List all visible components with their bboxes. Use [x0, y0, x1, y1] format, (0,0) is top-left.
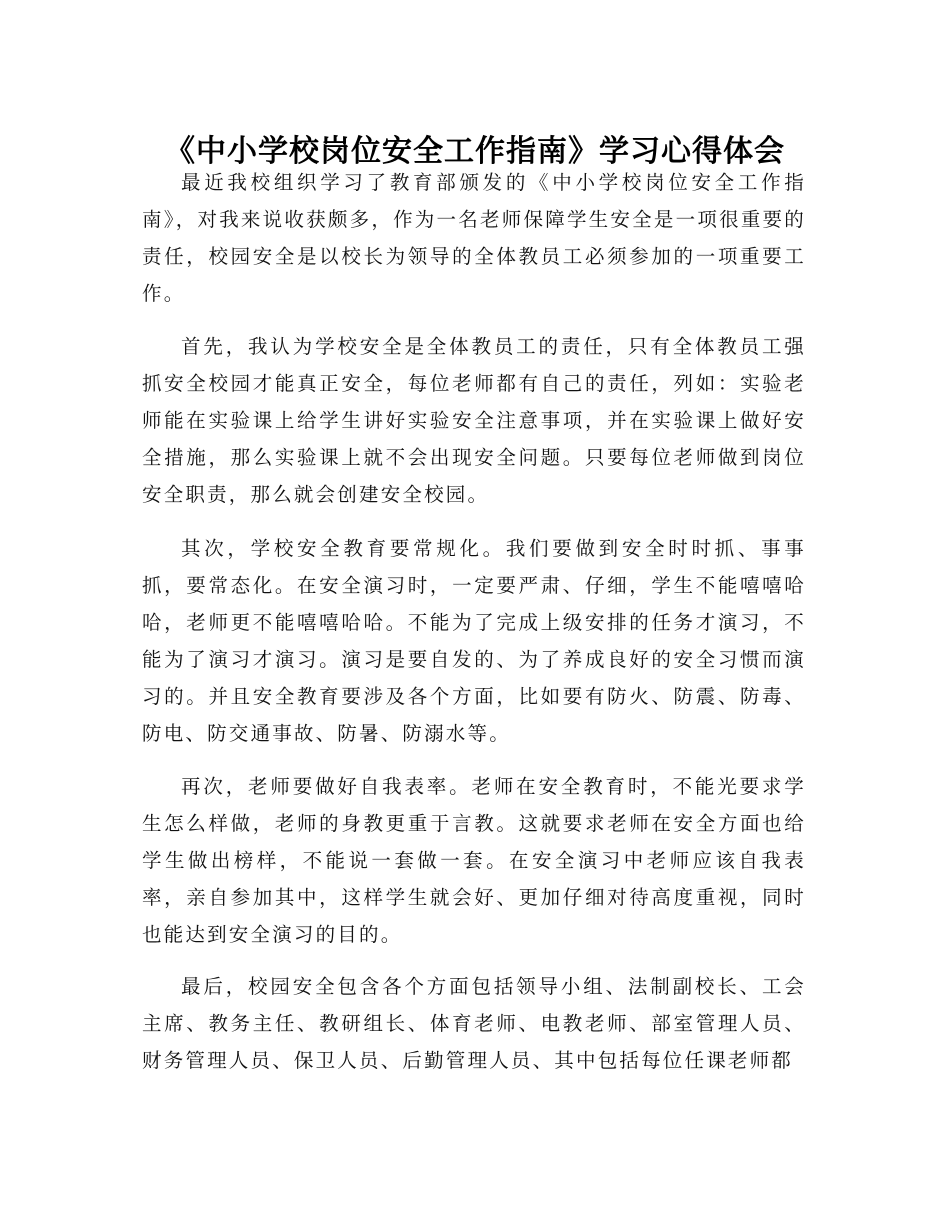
- paragraph-first: 首先，我认为学校安全是全体教员工的责任，只有全体教员工强抓安全校园才能真正安全，每位老师都有自己的责任，列如：实验老师能在实验课上给学生讲好实验安全注意事项，并在实验课上做好安全措施，那么实验课上就不会出现安全问题。只要每位老师做到岗位安全职责，那么就会创建安全校园。: [142, 335, 806, 506]
- paragraph-intro: 最近我校组织学习了教育部颁发的《中小学校岗位安全工作指南》，对我来说收获颇多，作为一名老师保障学生安全是一项很重要的责任，校园安全是以校长为领导的全体教员工必须参加的一项重要工作。: [142, 171, 806, 305]
- paragraph-third: 再次，老师要做好自我表率。老师在安全教育时，不能光要求学生怎么样做，老师的身教更重于言教。这就要求老师在安全方面也给学生做出榜样，不能说一套做一套。在安全演习中老师应该自我表率，亲自参加其中，这样学生就会好、更加仔细对待高度重视，同时也能达到安全演习的目的。: [142, 775, 806, 946]
- paragraph-finally: 最后，校园安全包含各个方面包括领导小组、法制副校长、工会主席、教务主任、教研组长、体育老师、电教老师、部室管理人员、财务管理人员、保卫人员、后勤管理人员、其中包括每位任课老师都: [142, 975, 806, 1072]
- paragraph-second: 其次，学校安全教育要常规化。我们要做到安全时时抓、事事抓，要常态化。在安全演习时，一定要严肃、仔细，学生不能嘻嘻哈哈，老师更不能嘻嘻哈哈。不能为了完成上级安排的任务才演习，不能为了演习才演习。演习是要自发的、为了养成良好的安全习惯而演习的。并且安全教育要涉及各个方面，比如要有防火、防震、防毒、防电、防交通事故、防暑、防溺水等。: [142, 537, 806, 745]
- document-title: 《中小学校岗位安全工作指南》学习心得体会: [165, 134, 785, 170]
